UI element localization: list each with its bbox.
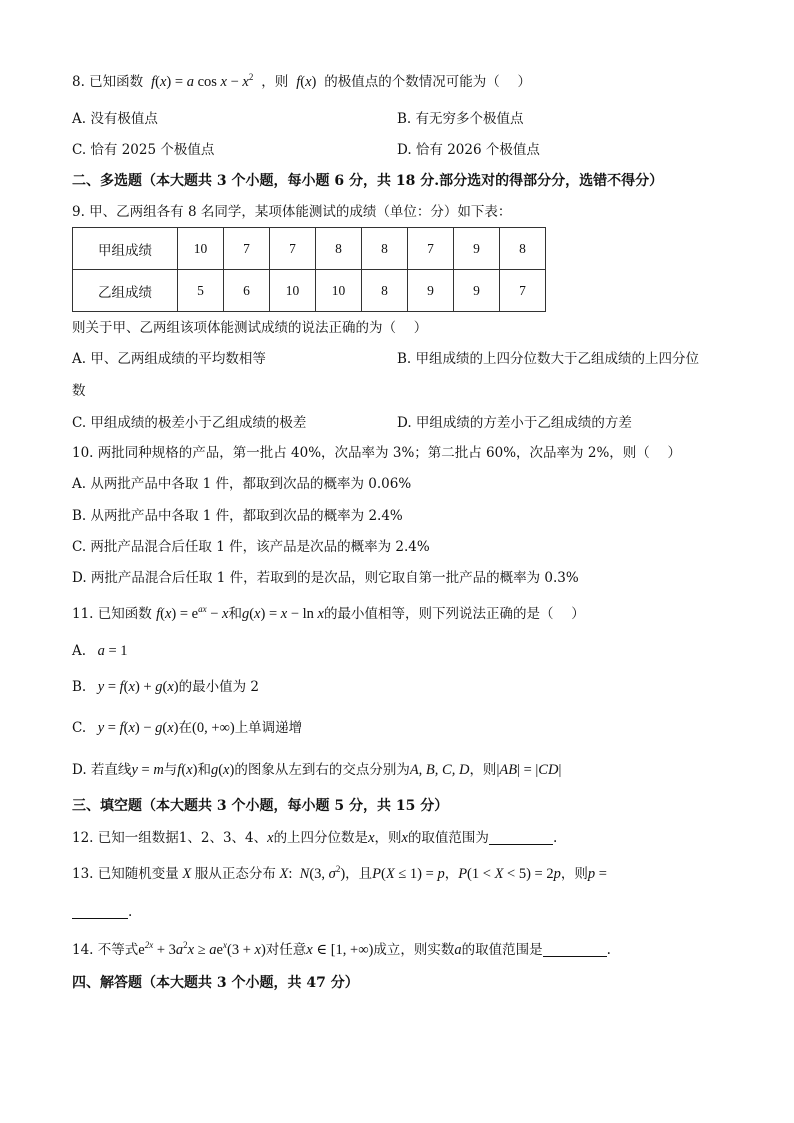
table-row [73, 270, 546, 312]
option-label: D. 若直线 [72, 762, 132, 778]
table-cell: 8 [500, 228, 546, 270]
q14-domain: x ∈ [1, +∞) [306, 942, 374, 958]
q11-option-a [72, 641, 128, 661]
q11-option-c [72, 718, 302, 738]
q11-suffix: 的最小值相等，则下列说法正确的是（ ） [323, 606, 585, 622]
q8-option-c: C. 恰有 2025 个极值点 [72, 142, 215, 158]
q14-a: a [454, 942, 462, 958]
q12-suffix: 的取值范围为 [407, 830, 489, 846]
q13-variable: X [178, 866, 195, 882]
q10-option-a: A. 从两批产品中各取 1 件，都取到次品的概率为 0.06% [72, 476, 412, 492]
q9-option-d: D. 甲组成绩的方差小于乙组成绩的方差 [397, 415, 632, 431]
q11-stem [72, 604, 585, 624]
q13-stem [72, 864, 607, 884]
q10-option-c: C. 两批产品混合后任取 1 件，该产品是次品的概率为 2.4% [72, 539, 430, 555]
q12-x: x [267, 830, 274, 846]
table-cell: 10 [270, 270, 316, 312]
table-cell: 10 [316, 270, 362, 312]
q12-end: . [552, 830, 558, 846]
q14-mid: 对任意 [265, 942, 307, 958]
q11-d-points: A, B, C, D [409, 762, 470, 778]
option-label: C. [72, 720, 87, 736]
q13-end: . [128, 904, 133, 920]
q11-a-formula: a = 1 [90, 643, 128, 659]
q11-d-gx: g(x) [210, 762, 235, 778]
table-cell: 7 [500, 270, 546, 312]
q14-end: . [606, 942, 611, 958]
table-cell: 7 [224, 228, 270, 270]
row-label-group-a: 甲组成绩 [73, 228, 178, 270]
q8-option-a: A. 没有极值点 [72, 111, 158, 127]
q8-option-d: D. 恰有 2026 个极值点 [397, 142, 540, 158]
q11-d-and: 和 [197, 762, 211, 778]
section-multiple-choice-heading: 二、多选题（本大题共 3 个小题，每小题 6 分，共 18 分.部分选对的得部分分，选错不得分） [72, 173, 664, 189]
q11-option-d [72, 760, 561, 780]
q13-mid2: ，且 [345, 866, 373, 882]
q11-d-fx: f(x) [177, 762, 198, 778]
q11-g-formula: g(x) = x − ln x [241, 606, 324, 622]
table-cell: 10 [178, 228, 224, 270]
q12-stem [72, 828, 557, 848]
q11-f-formula: $f(x) = e^{ax} - x$ [156, 604, 229, 622]
q14-inequality: $e^{2x} + 3a^2x \ge ae^x(3 + x)$ [138, 940, 266, 958]
q9-option-a: A. 甲、乙两组成绩的平均数相等 [72, 351, 266, 367]
q12-mid2: ，则 [374, 830, 402, 846]
table-cell: 5 [178, 270, 224, 312]
q13-mid4: ，则 [560, 866, 588, 882]
q12-mid: 的上四分位数是 [273, 830, 369, 846]
q9-option-b-continued: 数 [72, 383, 86, 399]
table-cell: 7 [408, 228, 454, 270]
q9-option-c: C. 甲组成绩的极差小于乙组成绩的极差 [72, 415, 307, 431]
q13-mid3: ， [444, 866, 459, 882]
table-cell: 9 [408, 270, 454, 312]
q11-b-formula: y = f(x) + g(x) [90, 679, 179, 695]
q11-d-line: y = m [131, 762, 164, 778]
q14-stem [72, 940, 611, 960]
q9-scores-table [72, 227, 546, 312]
q8-stem [72, 72, 531, 92]
q11-b-text: 的最小值为 2 [178, 679, 259, 695]
q12-prefix: 12. 已知一组数据1、2、3、4、 [72, 830, 268, 846]
q13-mid: 服从正态分布 [194, 866, 276, 882]
q11-option-b [72, 677, 259, 697]
q10-stem: 10. 两批同种规格的产品，第一批占 40%，次品率为 3%；第二批占 60%，次品率为 2%，则（ ） [72, 445, 682, 461]
q14-prefix: 14. 不等式 [72, 942, 139, 958]
section-answer-heading: 四、解答题（本大题共 3 个小题，共 47 分） [72, 975, 359, 991]
q14-mid2: 成立，则实数 [373, 942, 455, 958]
q11-prefix: 11. 已知函数 [72, 606, 152, 622]
q12-x3: x [401, 830, 408, 846]
table-cell: 8 [316, 228, 362, 270]
q8-function-formula: f(x) = a $\cos x - x^2$ [147, 72, 254, 90]
answer-blank[interactable] [489, 830, 553, 845]
q14-suffix: 的取值范围是 [461, 942, 543, 958]
q11-c-formula: y = f(x) − g(x) [90, 720, 179, 736]
q13-p: p = [587, 866, 607, 882]
q8-prefix: 8. 已知函数 [72, 74, 144, 90]
q13-distribution: X: N(3, $\sigma^2$) [275, 864, 346, 882]
q9-stem: 9. 甲、乙两组各有 8 名同学，某项体能测试的成绩（单位：分）如下表： [72, 204, 512, 220]
q8-fx: f(x) [292, 74, 317, 90]
q8-mid: ，则 [261, 74, 289, 90]
q8-option-b: B. 有无穷多个极值点 [397, 111, 524, 127]
q11-d-with: 与 [163, 762, 178, 778]
q9-question: 则关于甲、乙两组该项体能测试成绩的说法正确的为（ ） [72, 320, 428, 336]
q11-c-text: 上单调递增 [234, 720, 303, 736]
q10-option-d: D. 两批产品混合后任取 1 件，若取到的是次品，则它取自第一批产品的概率为 0.3% [72, 570, 579, 586]
q13-answer-line [72, 902, 132, 922]
q9-option-b: B. 甲组成绩的上四分位数大于乙组成绩的上四分位 [397, 351, 700, 367]
q11-d-mid: 的图象从左到右的交点分别为 [234, 762, 410, 778]
section-fill-in-heading: 三、填空题（本大题共 3 个小题，每小题 5 分，共 15 分） [72, 798, 449, 814]
q10-option-b: B. 从两批产品中各取 1 件，都取到次品的概率为 2.4% [72, 508, 403, 524]
table-cell: 6 [224, 270, 270, 312]
q11-d-equation: |AB| = |CD| [496, 762, 562, 778]
table-cell: 7 [270, 228, 316, 270]
q13-cond1: P(X ≤ 1) = p [372, 866, 445, 882]
q8-suffix: 的极值点的个数情况可能为（ ） [324, 74, 532, 90]
q11-c-mid: 在 [178, 720, 193, 736]
table-cell: 9 [454, 270, 500, 312]
table-cell: 9 [454, 228, 500, 270]
option-label: B. [72, 679, 87, 695]
q12-x2: x [368, 830, 375, 846]
row-label-group-b: 乙组成绩 [73, 270, 178, 312]
q11-and: 和 [228, 606, 242, 622]
option-label: A. [72, 643, 87, 659]
table-cell: 8 [362, 228, 408, 270]
q11-c-interval: (0, +∞) [192, 720, 235, 736]
table-cell: 8 [362, 270, 408, 312]
answer-blank[interactable] [72, 904, 128, 919]
table-row [73, 228, 546, 270]
q13-cond2: P(1 < X < 5) = 2p [458, 866, 561, 882]
q13-prefix: 13. 已知随机变量 [72, 866, 179, 882]
q11-d-then: ，则 [469, 762, 497, 778]
answer-blank[interactable] [543, 942, 607, 957]
